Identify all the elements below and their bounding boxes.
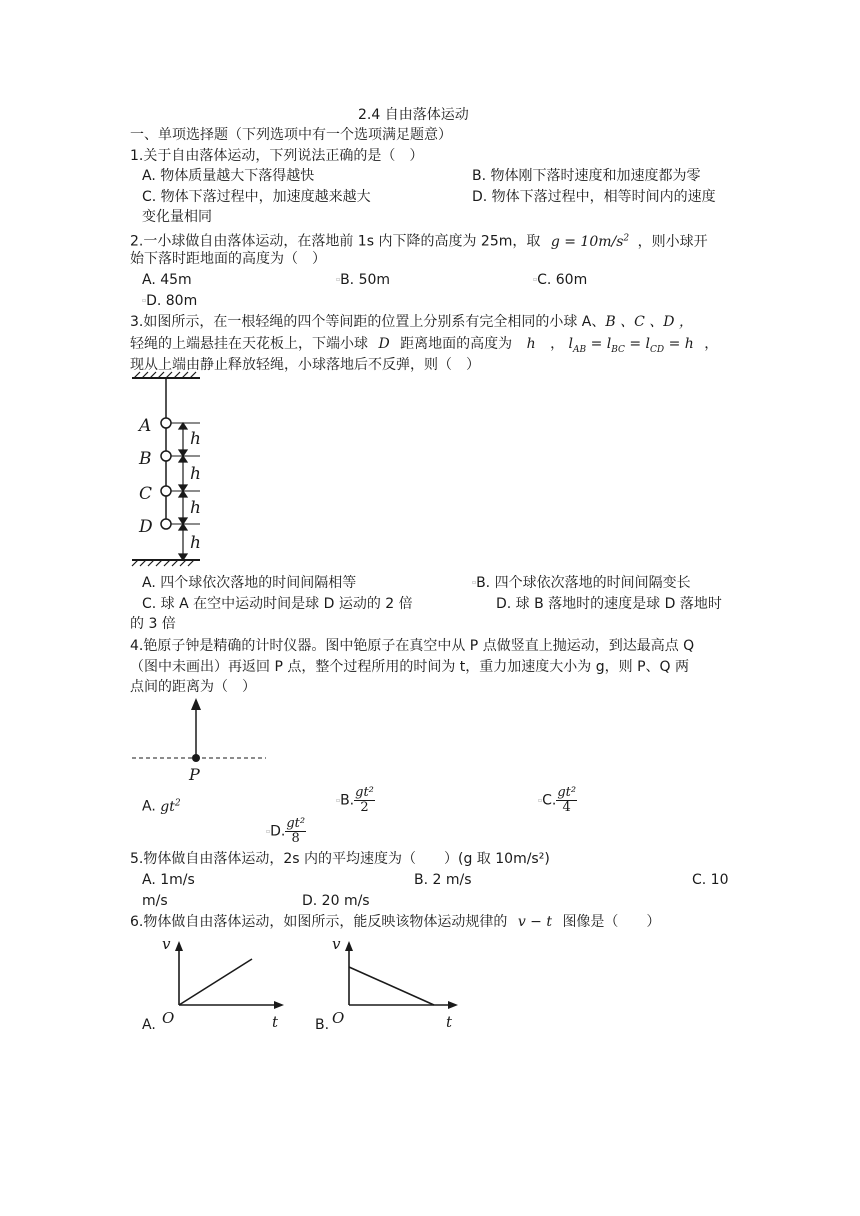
label-a: A <box>139 416 152 436</box>
ball-c <box>161 486 171 496</box>
q4-option-b-frac: $\frac{\text{gt²}}{2}$ <box>355 785 374 815</box>
q4-option-a-expr: $gt^2$ <box>160 798 181 815</box>
q4-line3: 点间的距离为（ ） <box>130 679 256 695</box>
q4-line1: 4.铯原子钟是精确的计时仪器。图中铯原子在真空中从 P 点做竖直上抛运动，到达最高点 Q <box>130 638 695 654</box>
q2-option-b: B. 50m <box>340 272 391 288</box>
q2-stem-cont: 始下落时距地面的高度为（ ） <box>130 251 326 267</box>
q5-option-a: A. 1m/s <box>142 872 195 888</box>
vt-line-b <box>349 967 434 1005</box>
q3-option-b: B. 四个球依次落地的时间间隔变长 <box>476 575 691 591</box>
axis-v-a: v <box>162 935 171 953</box>
vt-graph-a <box>160 935 290 1030</box>
q3-option-a: A. 四个球依次落地的时间间隔相等 <box>142 575 357 591</box>
q4-option-d: ▫D. $\frac{\text{gt²}}{8}$ <box>266 816 306 846</box>
q3-line2: 轻绳的上端悬挂在天花板上，下端小球 D 距离地面的高度为 h ， $l_{AB} = l_{BC} = l_{CD} = h$ ， <box>130 336 719 355</box>
q6-option-a: A. <box>142 1017 156 1033</box>
q2-stem-pre: 2.一小球做自由落体运动，在落地前 1s 内下降的高度为 25m，取 <box>130 233 541 250</box>
q3-line1: 3.如图所示，在一根轻绳的四个等间距的位置上分别系有完全相同的小球 A、B 、C 、D ， <box>130 314 693 330</box>
section-heading: 一、单项选择题（下列选项中有一个选项满足题意） <box>130 127 452 143</box>
q5-option-b: B. 2 m/s <box>414 872 472 888</box>
label-b: B <box>139 449 152 469</box>
vt-graph-b <box>330 935 465 1030</box>
q3-line3: 现从上端由静止释放轻绳，小球落地后不反弹，则（ ） <box>130 357 480 373</box>
label-h1: h <box>190 429 201 449</box>
q4-option-c: ▫C. $\frac{\text{gt²}}{4}$ <box>538 785 577 815</box>
label-p: P <box>189 765 200 784</box>
q3-option-d-cont: 的 3 倍 <box>130 616 176 632</box>
q1-option-d: D. 物体下落过程中，相等时间内的速度 <box>472 189 716 205</box>
q1-option-a: A. 物体质量越大下落得越快 <box>142 168 315 184</box>
q4-option-a: A. $gt^2$ <box>142 798 181 815</box>
q2-option-c: C. 60m <box>537 272 588 288</box>
axis-v-b: v <box>332 935 341 953</box>
q6-option-b: B. <box>315 1017 330 1033</box>
q5-option-c: C. 10 <box>692 872 729 888</box>
q1-option-c: C. 物体下落过程中，加速度越来越大 <box>142 189 371 205</box>
q4-line2: （图中未画出）再返回 P 点，整个过程所用的时间为 t，重力加速度大小为 g，则 P、Q 两 <box>130 659 689 675</box>
label-d: D <box>139 517 153 537</box>
label-c: C <box>139 484 153 504</box>
label-h4: h <box>190 533 201 553</box>
q2-stem <box>130 229 708 251</box>
q2-option-d: D. 80m <box>146 293 198 309</box>
projectile-figure <box>130 696 270 786</box>
rope-balls-figure <box>130 372 210 572</box>
vt-line-a <box>179 959 252 1005</box>
q5-stem: 5.物体做自由落体运动，2s 内的平均速度为（ ）(g 取 10m/s²) <box>130 851 550 867</box>
axis-t-a: t <box>272 1013 279 1031</box>
label-h3: h <box>190 498 201 518</box>
q3-length-equation: $l_{AB} = l_{BC} = l_{CD} = h$ <box>568 336 694 355</box>
q2-formula: $g = 10m/s^2$ <box>550 233 630 250</box>
q1-option-b: B. 物体刚下落时速度和加速度都为零 <box>472 168 701 184</box>
q4-option-c-frac: $\frac{\text{gt²}}{4}$ <box>557 785 577 815</box>
q2-option-a: A. 45m <box>142 272 192 288</box>
ball-b <box>161 451 171 461</box>
origin-a: O <box>162 1009 175 1027</box>
q3-option-d: D. 球 B 落地时的速度是球 D 落地时 <box>496 596 722 612</box>
q3-option-c: C. 球 A 在空中运动时间是球 D 运动的 2 倍 <box>142 596 413 612</box>
ball-d <box>161 519 171 529</box>
page-title: 2.4 自由落体运动 <box>358 107 469 123</box>
q1-stem: 1.关于自由落体运动，下列说法正确的是（ ） <box>130 148 424 164</box>
q4-option-d-frac: $\frac{\text{gt²}}{8}$ <box>286 816 306 846</box>
origin-b: O <box>332 1009 345 1027</box>
ball-a <box>161 418 171 428</box>
q5-option-d: D. 20 m/s <box>302 893 370 909</box>
q4-option-b: ▫B. $\frac{\text{gt²}}{2}$ <box>336 785 374 815</box>
axis-t-b: t <box>446 1013 453 1031</box>
q1-option-d-cont: 变化量相同 <box>142 209 212 225</box>
q6-stem: 6.物体做自由落体运动，如图所示，能反映该物体运动规律的 v − t 图像是（ ） <box>130 914 661 930</box>
q5-option-c-cont: m/s <box>142 893 168 909</box>
q2-stem-post: ，则小球开 <box>637 233 708 250</box>
label-h2: h <box>190 464 201 484</box>
